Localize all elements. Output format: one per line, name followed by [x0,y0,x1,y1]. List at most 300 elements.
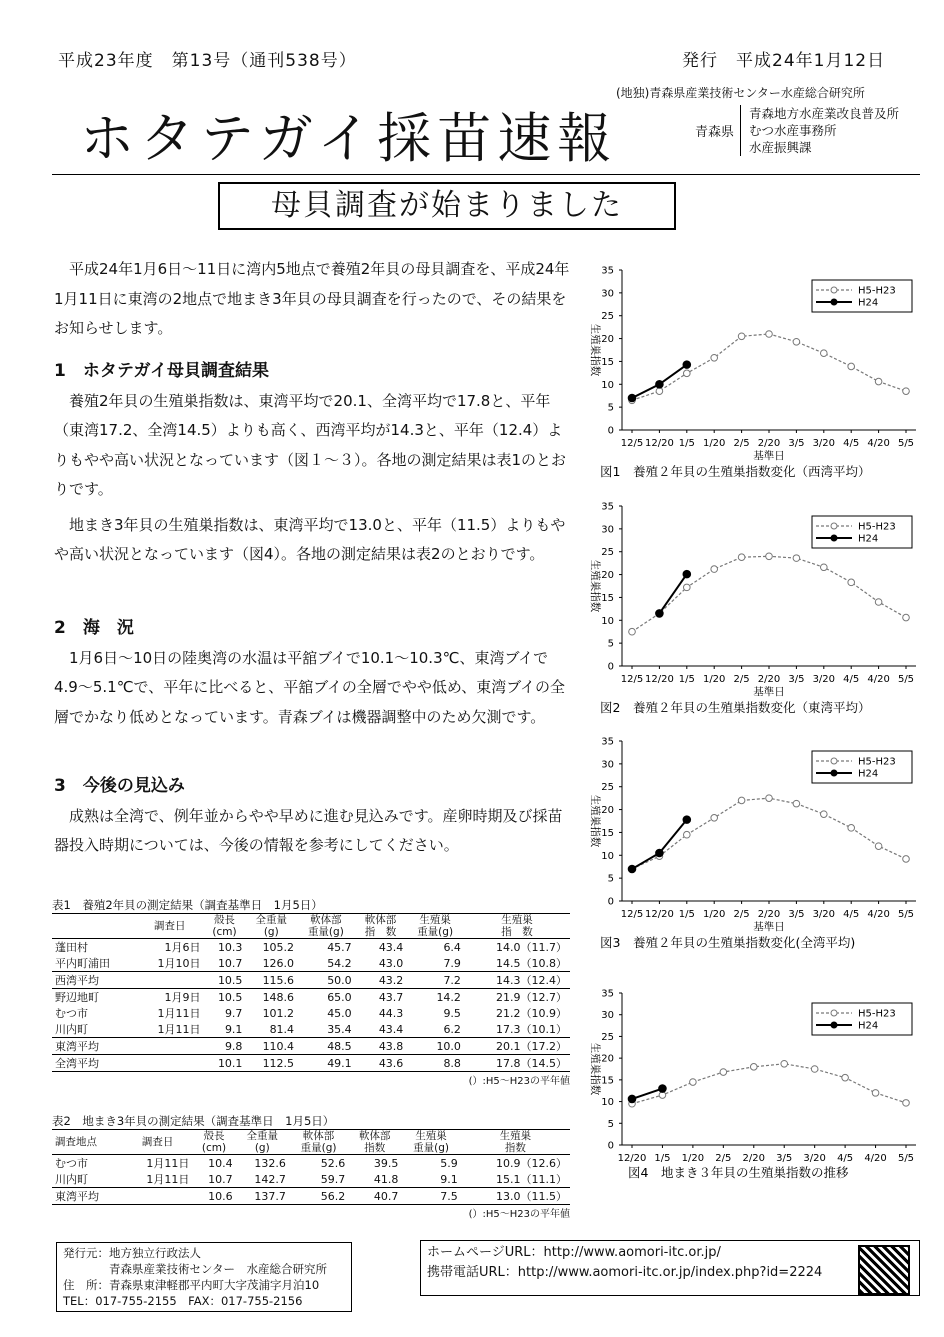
y-tick-label: 0 [607,896,614,908]
table-cell: 21.2（10.9） [496,1007,567,1020]
data-point [821,564,828,571]
series-line [632,820,687,869]
data-point [656,849,664,857]
org-name: (地独)青森県産業技術センター水産総合研究所 [616,86,865,100]
table-cell [123,1188,193,1205]
y-tick-label: 5 [607,638,614,650]
issue-number: 平成23年度 第13号（通刊538号） [58,51,357,71]
legend-marker [831,1022,837,1028]
section-paragraph: 1月6日～10日の陸奥湾の水温は平舘ブイで10.1～10.3℃、東湾ブイで4.9～5.1℃で、平年に比べると、平舘ブイの全層でやや低め、東湾ブイの全層でかなり低めとなっています。青森ブイは機器調整中のため欠測です。 [54,648,565,726]
y-axis-label: 生殖巣指数 [589,1042,601,1096]
table-cell: 14.5（10.8） [496,957,567,970]
table-cell: 115.6 [262,973,295,987]
data-point [842,1074,849,1081]
office-item: むつ水産事務所 [749,123,837,138]
table-cell: 9.1 [224,1022,243,1036]
table1-note: (）:H5～H23の平年値 [468,1076,570,1087]
table-cell: 1月11日 [157,1007,201,1020]
y-tick-label: 25 [601,1031,614,1043]
table-cell: 6.2 [443,1022,461,1036]
x-tick-label: 12/20 [644,438,674,449]
data-point [628,394,636,402]
table-header-cell: 軟体部 指 数 [364,914,397,938]
table-cell: 45.0 [327,1006,352,1020]
data-point [690,1079,697,1086]
section-3 [54,772,570,861]
table-cell [136,972,203,989]
y-tick-label: 30 [601,759,614,771]
table-cell: 137.7 [254,1189,286,1203]
figure-caption: 図3 養殖２年貝の生殖巣指数変化(全湾平均) [600,935,856,950]
data-point [656,610,664,618]
y-tick-label: 5 [607,873,614,885]
legend-marker [831,758,837,764]
x-tick-label: 2/5 [733,438,750,449]
table-cell: 14.3（12.4） [496,974,567,987]
table-header-cell [52,914,136,939]
table-cell: むつ市 [55,1007,88,1020]
legend-marker [831,287,837,293]
x-tick-label: 2/20 [757,674,781,685]
data-point [628,865,636,873]
section-heading: 3 今後の見込み [54,776,185,796]
x-tick-label: 12/20 [644,909,674,920]
y-tick-label: 35 [601,501,614,513]
table-cell: 7.2 [443,973,461,987]
table-row [52,955,570,972]
legend-marker [831,299,837,305]
section-paragraph: 地まき3年貝の生殖巣指数は、東湾平均で13.0と、平年（11.5）よりもやや高い状況となっています（図4）。各地の測定結果は表2のとおりです。 [54,515,566,563]
x-tick-label: 3/20 [803,1153,826,1164]
table-cell: 7.5 [440,1189,458,1203]
y-tick-label: 35 [601,265,614,277]
table-cell: 10.7 [208,1172,233,1186]
legend-label: H24 [858,1020,879,1032]
data-point [793,555,800,562]
data-point [848,579,855,586]
url-box [420,1240,920,1296]
series-line [632,334,906,400]
x-tick-label: 12/5 [620,438,644,449]
publisher-line: 発行元：地方独立行政法人 [63,1246,201,1260]
x-tick-label: 1/5 [678,674,695,685]
y-tick-label: 0 [607,1140,614,1152]
data-point [750,1064,757,1071]
table-cell: 17.3（10.1） [496,1023,567,1036]
y-tick-label: 15 [601,827,614,839]
x-tick-label: 1/5 [678,909,695,920]
table1-block [52,897,570,1087]
table-cell: 50.0 [327,973,352,987]
y-tick-label: 25 [601,782,614,794]
y-tick-label: 5 [607,1118,614,1130]
data-point [684,370,691,377]
mobile-url[interactable]: 携帯電話URL：http://www.aomori-itc.or.jp/index.php?id=2224 [427,1265,823,1280]
table2-note: (）:H5～H23の平年値 [468,1209,570,1220]
y-tick-label: 15 [601,1075,614,1087]
table-cell: 10.3 [217,940,243,954]
data-point [738,797,745,804]
table-cell: 112.5 [262,1056,295,1070]
legend-label: H24 [858,297,879,309]
legend-label: H24 [858,533,879,545]
data-point [875,378,882,385]
series-line [632,1089,662,1099]
table-cell: 10.0 [436,1039,461,1053]
table-cell: 52.6 [320,1156,346,1170]
y-tick-label: 10 [601,379,614,391]
office-item: 水産振興課 [749,140,812,155]
x-tick-label: 5/5 [897,674,915,685]
section-paragraph: 成熟は全湾で、例年並からやや早めに進む見込みです。産卵時期及び採苗器投入時期については、今後の情報を参考にしてください。 [54,806,563,854]
data-point [903,614,910,621]
table-header-cell: 調査地点 [55,1136,97,1148]
x-axis-label: 基準日 [753,450,785,462]
table-cell: 川内町 [55,1023,88,1036]
table-header-cell: 生殖巣 指数 [499,1130,532,1154]
table-cell: 1月9日 [164,991,201,1004]
table-cell: 17.8（14.5） [496,1057,567,1070]
table-cell: 45.7 [327,940,352,954]
table-cell: 9.5 [443,1006,461,1020]
x-tick-label: 2/20 [757,438,781,449]
issue-date: 発行 平成24年1月12日 [682,51,886,71]
table-cell: 9.7 [224,1006,243,1020]
table-cell: 10.4 [208,1156,233,1170]
prefecture-label: 青森県 [695,125,735,140]
data-point [811,1066,818,1073]
data-point [683,361,691,369]
x-tick-label: 2/5 [733,909,750,920]
x-tick-label: 4/5 [837,1153,854,1164]
table-cell: 148.6 [262,990,295,1004]
data-point [656,388,663,395]
table-row [52,1038,570,1055]
table-cell: 1月6日 [164,941,201,954]
x-tick-label: 2/20 [742,1153,766,1164]
table-cell: 132.6 [254,1156,286,1170]
x-tick-label: 1/5 [654,1153,671,1164]
table-header-cell: 調査日 [141,1136,174,1148]
figure2-chart [580,498,920,716]
table-cell [136,1038,203,1055]
x-tick-label: 12/5 [620,909,644,920]
table-header-cell: 軟体部 指数 [359,1130,391,1154]
y-tick-label: 20 [601,805,614,817]
table-cell: 59.7 [320,1172,346,1186]
x-tick-label: 4/20 [864,1153,887,1164]
x-tick-label: 5/5 [897,438,915,449]
legend-label: H5-H23 [858,521,896,533]
section-1 [54,357,570,570]
table-row [52,1055,570,1072]
data-point [629,628,636,635]
table-cell: 10.7 [217,956,243,970]
table-cell: 10.6 [208,1189,233,1203]
table-cell: 39.5 [373,1156,399,1170]
headline-box: 母貝調査が始まりました [218,182,676,230]
table-row [52,1171,570,1188]
data-point [711,815,718,822]
legend-marker [831,770,837,776]
y-tick-label: 25 [601,547,614,559]
table-cell: 43.0 [378,956,404,970]
table-cell: 8.8 [443,1056,461,1070]
table-cell: 20.1（17.2） [496,1040,567,1053]
table-cell [136,1055,203,1072]
table-header-cell: 軟体部 重量(g) [307,914,344,938]
data-point [781,1060,788,1067]
y-tick-label: 10 [601,615,614,627]
y-tick-label: 15 [601,592,614,604]
table-cell: 14.0（11.7） [496,941,567,954]
data-point [766,795,773,802]
table-cell: 126.0 [262,956,295,970]
x-tick-label: 3/5 [776,1153,793,1164]
table-cell: 43.6 [378,1056,404,1070]
x-tick-label: 1/20 [702,438,726,449]
qr-code-icon[interactable] [858,1245,910,1295]
table-header-cell: 全重量 (g) [246,1130,278,1154]
x-tick-label: 4/20 [867,909,890,920]
legend-marker [831,535,837,541]
data-point [683,570,691,578]
table-cell: 43.4 [378,1022,404,1036]
data-point [821,350,828,357]
table-row [52,989,570,1006]
y-tick-label: 0 [607,425,614,437]
x-tick-label: 12/20 [644,674,674,685]
legend-label: H5-H23 [858,285,896,297]
table-row [52,972,570,989]
table-cell: 101.2 [262,1006,295,1020]
table-cell: 49.1 [327,1056,352,1070]
data-point [711,354,718,361]
table-cell: 野辺地町 [55,991,99,1004]
data-point [903,388,910,395]
section-2 [54,614,570,732]
x-tick-label: 4/20 [867,674,890,685]
table-cell: 44.3 [378,1006,404,1020]
data-point [766,553,773,560]
data-point [875,843,882,850]
y-axis-label: 生殖巣指数 [589,794,601,848]
data-point [684,584,691,591]
x-axis-label: 基準日 [753,686,785,698]
table-cell: 105.2 [262,940,295,954]
y-tick-label: 25 [601,311,614,323]
figure-caption: 図4 地まき３年貝の生殖巣指数の推移 [628,1165,849,1180]
data-point [875,599,882,606]
table-cell: 43.8 [378,1039,404,1053]
x-tick-label: 12/5 [620,674,644,685]
x-tick-label: 2/5 [715,1153,732,1164]
figure4-chart [580,985,920,1181]
table-cell: 65.0 [327,990,352,1004]
table2 [52,1129,570,1205]
intro-text: 平成24年1月6日～11日に湾内5地点で養殖2年貝の母貝調査を、平成24年1月11日に東湾の2地点で地まき3年貝の母貝調査を行ったので、その結果をお知らせします。 [54,260,570,337]
figure1-chart [580,262,920,480]
y-tick-label: 10 [601,1097,614,1109]
intro-paragraph [54,255,570,344]
y-axis-label: 生殖巣指数 [589,323,601,377]
y-tick-label: 15 [601,356,614,368]
legend-marker [831,523,837,529]
contact-line: TEL：017-755-2155 FAX：017-755-2156 [63,1294,303,1308]
x-tick-label: 3/5 [788,438,805,449]
table-cell: 川内町 [55,1173,88,1186]
y-tick-label: 10 [601,850,614,862]
table-cell: 10.9（12.6） [496,1157,567,1170]
x-tick-label: 5/5 [897,909,915,920]
table-header-cell: 軟体部 重量(g) [300,1130,337,1154]
data-point [628,1095,636,1103]
address-line: 住 所：青森県東津軽郡平内町大字茂浦字月泊10 [63,1278,320,1292]
table-header-cell: 殻長 (cm) [212,914,237,938]
data-point [848,363,855,370]
table-cell: 10.1 [217,1056,243,1070]
y-tick-label: 20 [601,570,614,582]
table-cell: 9.1 [440,1172,458,1186]
table-cell: 43.7 [378,990,404,1004]
x-tick-label: 3/5 [788,909,805,920]
table-cell: 5.9 [440,1156,458,1170]
y-tick-label: 30 [601,524,614,536]
table-cell: 110.4 [262,1039,295,1053]
data-point [821,811,828,818]
table-header-cell: 生殖巣 重量(g) [417,914,454,938]
table1 [52,913,570,1072]
x-tick-label: 1/5 [678,438,695,449]
x-tick-label: 3/20 [812,438,836,449]
table-cell: 全湾平均 [55,1057,99,1070]
data-point [684,831,691,838]
data-point [659,1085,667,1093]
data-point [766,331,773,338]
table2-block [52,1113,570,1220]
series-line [632,1064,906,1104]
y-tick-label: 30 [601,288,614,300]
table-cell: むつ市 [55,1157,88,1170]
table-cell: 21.9（12.7） [496,991,567,1004]
office-item: 青森地方水産業改良普及所 [749,106,900,121]
y-axis-label: 生殖巣指数 [589,559,601,613]
legend-marker [831,1010,837,1016]
table-cell: 1月11日 [157,1023,201,1036]
y-tick-label: 35 [601,736,614,748]
data-point [711,566,718,573]
data-point [656,380,664,388]
table-cell: 西湾平均 [55,974,99,987]
data-point [793,338,800,345]
header-divider [52,174,920,175]
table1-caption: 表1 養殖2年貝の測定結果（調査基準日 1月5日） [52,898,323,912]
table2-caption: 表2 地まき3年貝の測定結果（調査基準日 1月5日） [52,1114,335,1128]
section-paragraph: 養殖2年貝の生殖巣指数は、東湾平均で20.1、全湾平均で17.8と、平年（東湾17.2、全湾14.5）よりも高く、西湾平均が14.3と、平年（12.4）よりもやや高い状況となっています（図１～３）。各地の測定結果は表1のとおりです。 [54,391,567,498]
data-point [903,856,910,863]
x-tick-label: 2/5 [733,674,750,685]
table-cell: 15.1（11.1） [496,1173,567,1186]
table-header-cell: 調査日 [153,920,186,932]
table-header-cell: 全重量 (g) [255,914,287,938]
x-tick-label: 3/20 [812,909,836,920]
table-header-cell: 殻長 (cm) [201,1130,227,1154]
x-axis-label: 基準日 [753,921,785,933]
data-point [720,1069,727,1076]
table-row [52,1155,570,1172]
legend-label: H5-H23 [858,756,896,768]
table-cell: 1月11日 [146,1157,190,1170]
table-cell: 56.2 [320,1189,346,1203]
table-header-cell: 生殖巣 重量(g) [413,1130,449,1154]
series-line [659,574,686,613]
table-row [52,1021,570,1038]
table-cell: 142.7 [254,1172,286,1186]
x-tick-label: 3/5 [788,674,805,685]
data-point [738,554,745,561]
figure-caption: 図2 養殖２年貝の生殖巣指数変化（東湾平均） [600,700,871,715]
table-cell: 41.8 [373,1172,399,1186]
homepage-url[interactable]: ホームページURL：http://www.aomori-itc.or.jp/ [427,1245,721,1260]
y-tick-label: 30 [601,1010,614,1022]
table-row [52,1005,570,1021]
table-cell: 35.4 [327,1022,352,1036]
series-line [632,798,906,869]
x-tick-label: 4/5 [843,438,860,449]
table-cell: 81.4 [269,1022,295,1036]
y-tick-label: 20 [601,334,614,346]
publisher-box [56,1242,352,1312]
x-tick-label: 1/20 [681,1153,705,1164]
data-point [793,800,800,807]
table-cell: 9.8 [224,1039,243,1053]
table-cell: 40.7 [373,1189,399,1203]
table-row [52,939,570,956]
legend-label: H5-H23 [858,1008,896,1020]
data-point [848,825,855,832]
data-point [738,333,745,340]
data-point [903,1100,910,1107]
figure3-chart [580,733,920,951]
y-tick-label: 20 [601,1053,614,1065]
table-cell: 6.4 [443,940,461,954]
table-cell: 東湾平均 [55,1040,99,1053]
data-point [872,1090,879,1097]
table-row [52,1188,570,1205]
section-heading: 2 海 況 [54,618,134,638]
table-cell: 東湾平均 [55,1190,99,1203]
table-cell: 7.9 [443,956,461,970]
table-cell: 43.2 [378,973,404,987]
y-tick-label: 5 [607,402,614,414]
table-header-cell: 生殖巣 指 数 [501,914,533,938]
legend-label: H24 [858,768,879,780]
table-cell: 平内町浦田 [55,957,110,970]
figure-caption: 図1 養殖２年貝の生殖巣指数変化（西湾平均） [600,464,871,479]
x-tick-label: 5/5 [897,1153,915,1164]
table-cell: 1月11日 [146,1173,190,1186]
section-heading: 1 ホタテガイ母貝調査結果 [54,361,269,381]
x-tick-label: 12/20 [617,1153,647,1164]
table-cell: 43.4 [378,940,404,954]
prefecture-offices [740,105,899,156]
page-title: ホタテガイ採苗速報 [80,107,618,170]
table-cell: 13.0（11.5） [496,1190,567,1203]
table-cell: 蓬田村 [55,941,88,954]
y-tick-label: 35 [601,988,614,1000]
table-cell: 10.5 [217,973,243,987]
y-tick-label: 0 [607,661,614,673]
